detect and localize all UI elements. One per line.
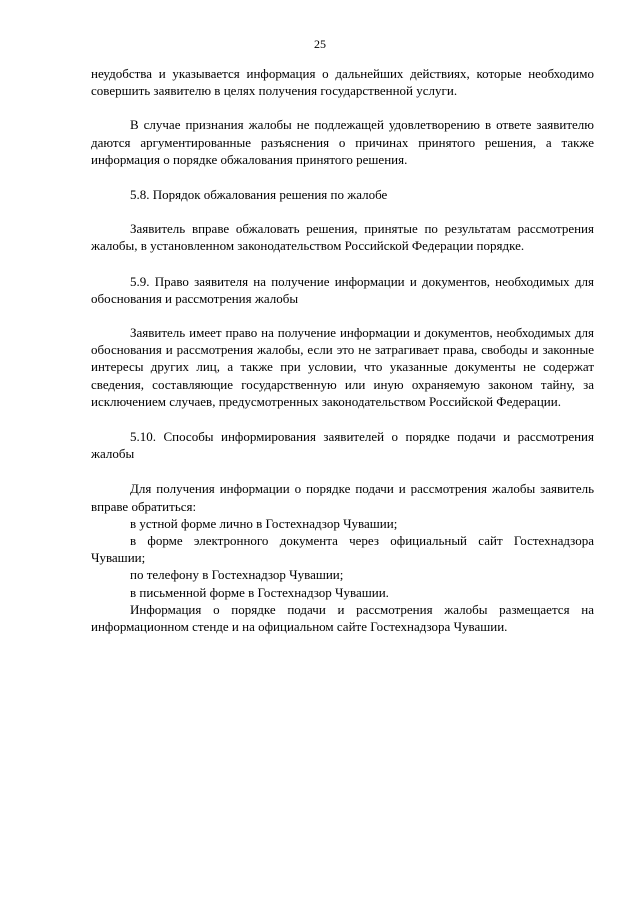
page-number: 25 bbox=[314, 37, 326, 51]
document-body bbox=[91, 65, 594, 635]
list-item-phone: по телефону в Гостехнадзор Чувашии; bbox=[130, 567, 344, 583]
paragraph-rejection-notice: В случае признания жалобы не подлежащей удовлетворению в ответе заявителю даются аргументированные разъяснения о причинах принятого решения, а также информация о порядке обжалования принятого решения. bbox=[91, 117, 594, 167]
list-item-electronic: в форме электронного документа через официальный сайт Гостехнадзора Чувашии; bbox=[91, 533, 594, 566]
paragraph-information-ways: Для получения информации о порядке подачи и рассмотрения жалобы заявитель вправе обратиться: bbox=[91, 481, 594, 514]
list-item-oral: в устной форме лично в Гостехнадзор Чувашии; bbox=[130, 515, 398, 531]
paragraph-appeal-right: Заявитель вправе обжаловать решения, принятые по результатам рассмотрения жалобы, в установленном законодательством Российской Федерации порядке. bbox=[91, 221, 594, 254]
section-heading-5-9: 5.9. Право заявителя на получение информации и документов, необходимых для обоснования и рассмотрения жалобы bbox=[91, 273, 594, 306]
paragraph-information-right: Заявитель имеет право на получение информации и документов, необходимых для обоснования и рассмотрения жалобы, если это не затрагивает права, свободы и законные интересы других лиц, а также при условии, что указанные документы не содержат сведения, составляющие государственную или иную охраняемую законом тайну, за исключением случаев, предусмотренных законодательством Российской Федерации. bbox=[91, 325, 594, 409]
section-heading-5-8: 5.8. Порядок обжалования решения по жалобе bbox=[130, 187, 388, 203]
section-heading-5-10: 5.10. Способы информирования заявителей о порядке подачи и рассмотрения жалобы bbox=[91, 429, 594, 462]
paragraph-info-placement: Информация о порядке подачи и рассмотрения жалобы размещается на информационном стенде и на официальном сайте Гостехнадзора Чувашии. bbox=[91, 601, 594, 635]
paragraph-continuation: неудобства и указывается информация о дальнейших действиях, которые необходимо совершить заявителю в целях получения государственной услуги. bbox=[91, 66, 594, 99]
list-item-written: в письменной форме в Гостехнадзор Чувашии. bbox=[130, 584, 389, 600]
